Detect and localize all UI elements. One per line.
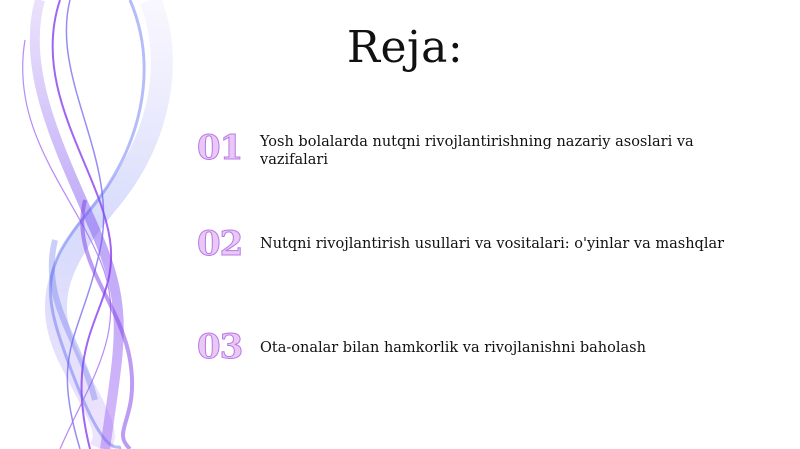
- item-text-1: Yosh bolalarda nutqni rivojlantirishning nazariy asoslari va vazifalari: [260, 134, 694, 168]
- smoke-wave-decoration: [0, 0, 200, 449]
- item-number-2: 02: [197, 224, 243, 264]
- item-number-3: 03: [197, 327, 243, 367]
- item-text-3: Ota-onalar bilan hamkorlik va rivojlanishni baholash: [260, 340, 646, 356]
- item-text-2: Nutqni rivojlantirish usullari va vositalari: o'yinlar va mashqlar: [260, 236, 725, 252]
- item-number-1: 01: [197, 128, 243, 168]
- slide-title: Reja:: [346, 22, 464, 73]
